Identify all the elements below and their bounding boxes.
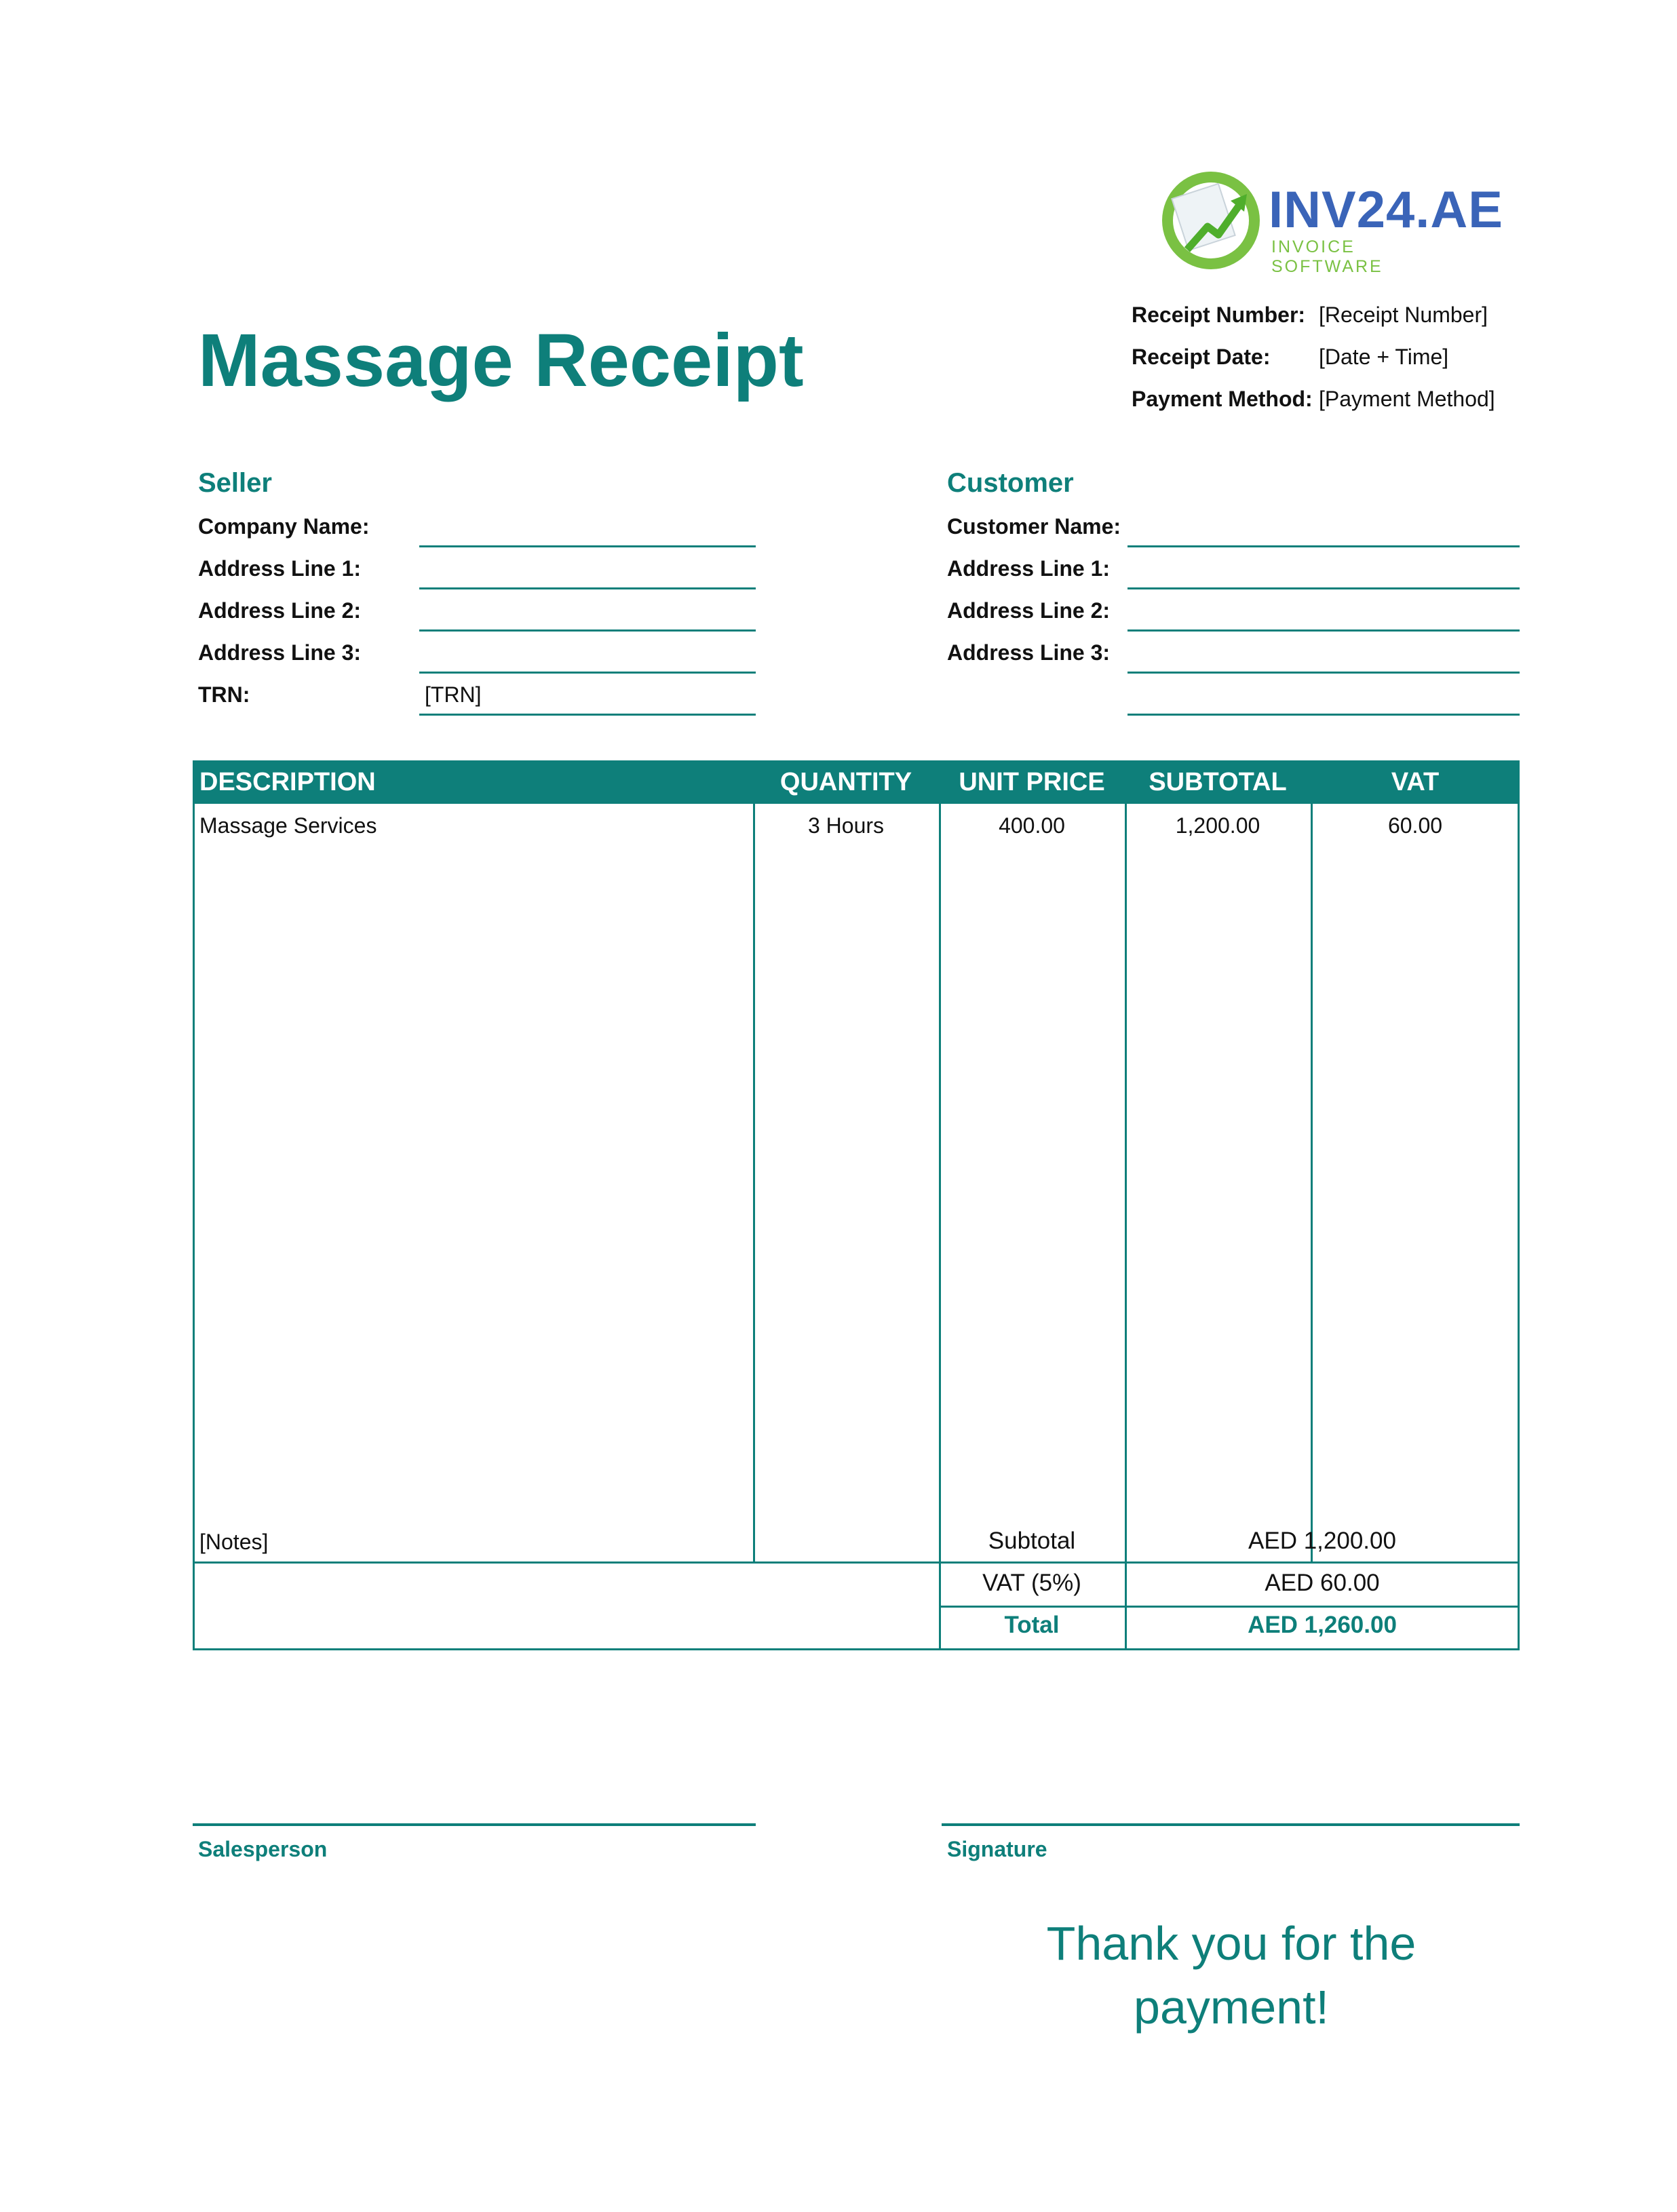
- receipt-number-label: Receipt Number:: [1132, 303, 1306, 327]
- header-vat: VAT: [1391, 768, 1440, 796]
- thank-you-message: Thank you for the payment!: [1046, 1917, 1416, 2034]
- seller-heading: Seller: [198, 468, 272, 498]
- items-bottom-divider: [193, 1561, 1520, 1564]
- seller-trn-label: TRN:: [198, 682, 250, 707]
- salesperson-signature-line[interactable]: [193, 1823, 756, 1826]
- table-border-bottom: [193, 1648, 1520, 1650]
- seller-address1-label: Address Line 1:: [198, 556, 362, 581]
- logo-name: INV24.AE: [1269, 181, 1503, 239]
- seller-trn-field[interactable]: [419, 714, 756, 716]
- column-divider: [1311, 804, 1313, 1564]
- row-vat: 60.00: [1387, 813, 1443, 838]
- receipt-number-value: [Receipt Number]: [1319, 303, 1488, 327]
- customer-extra-field[interactable]: [1127, 714, 1520, 716]
- customer-name-label: Customer Name:: [947, 514, 1121, 539]
- customer-heading: Customer: [947, 468, 1074, 498]
- notes-text[interactable]: [Notes]: [199, 1530, 269, 1554]
- summary-total-value: AED 1,260.00: [1248, 1612, 1397, 1638]
- header-subtotal: SUBTOTAL: [1149, 768, 1287, 796]
- signature-label: Signature: [947, 1837, 1047, 1861]
- row-unit-price: 400.00: [999, 813, 1065, 838]
- customer-address2-field[interactable]: [1127, 629, 1520, 632]
- logo-emblem-icon: [1160, 170, 1262, 271]
- customer-address3-label: Address Line 3:: [947, 640, 1111, 665]
- column-divider: [1125, 804, 1127, 1649]
- signature-line[interactable]: [942, 1823, 1520, 1826]
- seller-address2-field[interactable]: [419, 629, 756, 632]
- seller-address1-field[interactable]: [419, 587, 756, 589]
- salesperson-label: Salesperson: [198, 1837, 328, 1861]
- customer-address1-field[interactable]: [1127, 587, 1520, 589]
- summary-subtotal-label: Subtotal: [988, 1528, 1076, 1554]
- customer-address2-label: Address Line 2:: [947, 598, 1111, 623]
- column-divider: [939, 804, 941, 1649]
- seller-trn-value: [TRN]: [425, 682, 482, 707]
- header-description: DESCRIPTION: [199, 768, 376, 796]
- seller-company-field[interactable]: [419, 545, 756, 547]
- seller-address3-field[interactable]: [419, 672, 756, 674]
- logo-tagline: INVOICE SOFTWARE: [1271, 237, 1383, 276]
- summary-subtotal-value: AED 1,200.00: [1248, 1528, 1396, 1554]
- table-border-right: [1518, 760, 1520, 1650]
- header-unit-price: UNIT PRICE: [959, 768, 1105, 796]
- table-border-left: [193, 760, 195, 1650]
- row-quantity: 3 Hours: [807, 813, 885, 838]
- seller-address3-label: Address Line 3:: [198, 640, 362, 665]
- row-subtotal: 1,200.00: [1175, 813, 1260, 838]
- receipt-date-label: Receipt Date:: [1132, 345, 1271, 369]
- customer-address1-label: Address Line 1:: [947, 556, 1111, 581]
- customer-address3-field[interactable]: [1127, 672, 1520, 674]
- seller-address2-label: Address Line 2:: [198, 598, 362, 623]
- brand-logo: [1160, 170, 1503, 276]
- customer-name-field[interactable]: [1127, 545, 1520, 547]
- summary-vat-value: AED 60.00: [1265, 1570, 1380, 1596]
- payment-method-value: [Payment Method]: [1319, 387, 1495, 411]
- items-table: [193, 760, 1520, 1650]
- total-divider: [939, 1606, 1520, 1608]
- seller-company-label: Company Name:: [198, 514, 370, 539]
- receipt-date-value: [Date + Time]: [1319, 345, 1449, 369]
- summary-total-label: Total: [1004, 1612, 1060, 1638]
- header-quantity: QUANTITY: [779, 768, 912, 796]
- summary-vat-label: VAT (5%): [982, 1570, 1081, 1596]
- row-description: Massage Services: [199, 813, 377, 838]
- payment-method-label: Payment Method:: [1132, 387, 1313, 411]
- column-divider: [753, 804, 755, 1564]
- table-header: [193, 760, 1520, 804]
- page-title: Massage Receipt: [198, 319, 804, 402]
